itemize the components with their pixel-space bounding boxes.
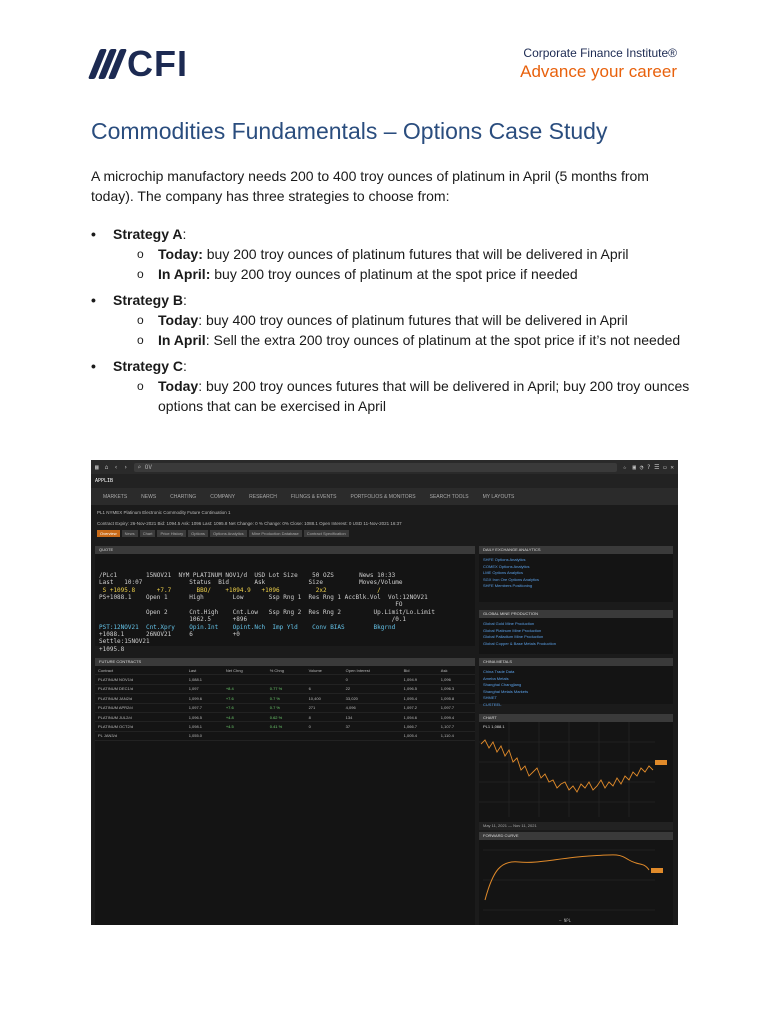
curve-legend: — NPL	[559, 918, 572, 923]
futures-header: Last	[186, 666, 223, 675]
futures-header: % Chng	[267, 666, 306, 675]
futures-cell: 1,096	[438, 675, 475, 684]
strategy-item	[91, 224, 691, 284]
strategy-name: Strategy A	[113, 226, 183, 242]
futures-cell: 1,096.3	[438, 684, 475, 693]
sub-bullet: o	[137, 379, 144, 393]
step-lead: Today	[158, 312, 199, 328]
futures-cell	[267, 731, 306, 740]
strategy-colon: :	[183, 292, 187, 308]
bullet: •	[91, 226, 96, 242]
terminal-nav	[91, 488, 678, 505]
star-icon: ☆	[622, 463, 627, 471]
futures-cell: +7.6	[223, 694, 267, 703]
futures-row	[95, 731, 475, 740]
quote-line: PST:12NOV21 Cnt.Xpry Opin.Int Opint.Nch Imp Yld Conv BIAS Bkgrnd	[99, 623, 396, 631]
tagline-block	[520, 46, 677, 83]
futures-cell: 1,098.1	[186, 722, 223, 731]
futures-header	[174, 666, 186, 675]
quote-line: PS+1088.1 Open 1 High Low Ssp Rng 1 Res Rng 1 AccBlk.Vol Vol:12NOV21	[99, 594, 428, 602]
terminal-nav-item: MY LAYOUTS	[482, 493, 515, 500]
step-lead: In April	[158, 332, 206, 348]
futures-row	[95, 722, 475, 731]
terminal-tab: Mine Production Database	[249, 530, 302, 537]
price-chart	[479, 722, 673, 824]
futures-cell	[174, 684, 186, 693]
futures-cell: PLATINUM APR2/d	[95, 703, 174, 712]
quote-line: /PLc1 15NOV21 NYM PLATINUM NOV1/d USD Lot Size 50 OZS News 10:33	[99, 571, 396, 579]
home-icon: ⌂	[104, 463, 109, 471]
futures-cell: PLATINUM NOV1/d	[95, 675, 174, 684]
futures-cell	[174, 712, 186, 721]
terminal-tab: News	[122, 530, 138, 537]
futures-cell: 0.41 %	[267, 722, 306, 731]
logo-text: CFI	[127, 43, 188, 84]
terminal-link: Global Palladium Mine Production	[483, 634, 544, 639]
quote-line: Open 2 Cnt.High Cnt.Low Ssp Rng 2 Res Rng 2 Up.Limit/Lo.Limit	[99, 608, 435, 616]
terminal-tab: Contract Specification	[304, 530, 349, 537]
futures-row	[95, 694, 475, 703]
terminal-link: CUSTEEL	[483, 701, 502, 707]
futures-cell: 1,094.6	[401, 712, 438, 721]
futures-cell	[174, 703, 186, 712]
step-lead: Today	[158, 378, 199, 394]
step-lead: Today:	[158, 246, 203, 262]
strategy-step	[91, 376, 691, 416]
futures-cell: 33,020	[343, 694, 401, 703]
analytics-title: DAILY EXCHANGE ANALYTICS	[483, 547, 541, 552]
futures-table	[95, 666, 475, 741]
futures-cell: 6	[306, 684, 343, 693]
futures-cell: 1,094.9	[401, 675, 438, 684]
futures-cell: 1,095.8	[438, 694, 475, 703]
terminal-link: SHMET	[483, 695, 497, 700]
terminal-link: Global Copper & Base Metals Production	[483, 640, 556, 646]
tagline: Advance your career	[520, 62, 677, 81]
cfi-logo	[94, 43, 188, 84]
strategy-step	[91, 330, 691, 350]
futures-panel	[95, 658, 475, 925]
sub-bullet: o	[137, 333, 144, 347]
step-text: buy 200 troy ounces of platinum at the spot price if needed	[210, 266, 578, 282]
terminal-tab: Options	[188, 530, 208, 537]
futures-cell: 0.77 %	[267, 684, 306, 693]
terminal-screenshot	[91, 460, 678, 925]
strategy-item	[91, 290, 691, 350]
terminal-header-2: Contract Expiry: 26-Nov-2021 Bid: 1094.5 Ask: 1096 Last: 1095.8 Net Change: 0 % Change: 0% Close: 1088.1 Open Interest: 0 USD 11-Nov-2021 16:37	[97, 521, 402, 526]
futures-cell: 1,005.4	[401, 731, 438, 740]
futures-cell: +8.4	[223, 684, 267, 693]
sub-bullet: o	[137, 267, 144, 281]
strategy-colon: :	[183, 358, 187, 374]
terminal-link: COMEX Options Analytics	[483, 563, 530, 569]
terminal-nav-item: CHARTING	[170, 493, 197, 500]
terminal-nav-item: RESEARCH	[249, 493, 277, 500]
terminal-nav-item: MARKETS	[103, 493, 128, 500]
curve-title: FORWARD CURVE	[483, 833, 519, 838]
terminal-link: LME Options Analytics	[483, 570, 524, 575]
strategy-step	[91, 310, 691, 330]
futures-cell: 4,096	[343, 703, 401, 712]
terminal-nav-item: NEWS	[141, 493, 157, 500]
futures-cell: 1,066.7	[401, 722, 438, 731]
strategy-name: Strategy C	[113, 358, 184, 374]
quote-line: 1062.5 +896 /0.1	[99, 616, 407, 624]
futures-cell: 1,097.7	[438, 703, 475, 712]
futures-cell: 22	[343, 684, 401, 693]
quote-line: Settle:15NOV21	[99, 638, 150, 646]
terminal-tab: Price History	[157, 530, 186, 537]
futures-header: Bid	[401, 666, 438, 675]
futures-row	[95, 703, 475, 712]
futures-cell	[223, 731, 267, 740]
futures-cell: 1,097.7	[186, 703, 223, 712]
quote-panel	[95, 546, 475, 653]
futures-cell	[174, 722, 186, 731]
terminal-link: Ameba Metals	[483, 675, 509, 681]
futures-cell: 1,097.2	[401, 703, 438, 712]
sub-bullet: o	[137, 247, 144, 261]
futures-cell: 1,096.5	[186, 712, 223, 721]
strategy-name: Strategy B	[113, 292, 184, 308]
terminal-tab: Overview	[97, 530, 120, 537]
mine-title: GLOBAL MINE PRODUCTION	[483, 611, 538, 616]
futures-title: FUTURE CONTRACTS	[99, 659, 142, 664]
futures-cell: 1,107.7	[438, 722, 475, 731]
sub-bullet: o	[137, 313, 144, 327]
china-panel	[479, 658, 673, 707]
analytics-panel	[479, 546, 673, 602]
futures-cell: +4.8	[223, 712, 267, 721]
window-icons: ▣ ◔ ? ☰ ▭ ✕	[632, 463, 674, 471]
step-text: : Sell the extra 200 troy ounces of platinum at the spot price if it’s not needed	[205, 332, 681, 348]
quote-line: Last 10:07 Status Bid Ask Size Moves/Volume	[99, 579, 403, 587]
futures-header: Contract	[95, 666, 174, 675]
quote-title: QUOTE	[99, 547, 114, 552]
terminal-tabs	[91, 527, 678, 540]
step-text: buy 200 troy ounces of platinum futures that will be delivered in April	[202, 246, 629, 262]
terminal-address: ⌕ OV	[134, 463, 617, 472]
intro-paragraph: A microchip manufactory needs 200 to 400 troy ounces of platinum in April (5 months from today). The company has three strategies to choose from:	[91, 168, 649, 204]
forward-curve-panel	[479, 832, 673, 925]
futures-cell: PLATINUM JAN2/d	[95, 694, 174, 703]
futures-cell: 1,097	[186, 684, 223, 693]
futures-cell	[306, 675, 343, 684]
futures-cell	[174, 731, 186, 740]
terminal-link: Shanghai Metals Markets	[483, 688, 529, 694]
futures-cell: 37	[343, 722, 401, 731]
futures-cell	[306, 731, 343, 740]
futures-header: Net Chng	[223, 666, 267, 675]
forward-icon: ›	[123, 463, 128, 471]
futures-cell	[223, 675, 267, 684]
quote-line: +1088.1 26NOV21 6 +0	[99, 631, 240, 639]
strategy-item	[91, 356, 691, 416]
mine-panel	[479, 610, 673, 654]
terminal-tab: Options Analytics	[210, 530, 247, 537]
china-title: CHINA METALS	[483, 659, 513, 664]
futures-cell: 271	[306, 703, 343, 712]
terminal-nav-item: SEARCH TOOLS	[429, 493, 469, 500]
bullet: •	[91, 292, 96, 308]
futures-cell: PL JAN3/d	[95, 731, 174, 740]
strategy-step	[91, 264, 691, 284]
step-lead: In April:	[158, 266, 211, 282]
futures-cell: 0	[343, 675, 401, 684]
futures-cell: 0	[306, 722, 343, 731]
price-chart-panel	[479, 714, 673, 824]
futures-row	[95, 675, 475, 684]
futures-cell: 0.7 %	[267, 694, 306, 703]
quote-line: +1095.8	[99, 645, 125, 653]
futures-cell	[343, 731, 401, 740]
futures-cell: 1,055.0	[186, 731, 223, 740]
futures-cell: 8	[306, 712, 343, 721]
quote-line: BBO/ +1094.9 +1096 2x2 /	[171, 586, 381, 594]
terminal-nav-item: PORTFOLIOS & MONITORS	[350, 493, 416, 500]
terminal-apps: APPLIB	[91, 474, 678, 488]
futures-header: Open Interest	[343, 666, 401, 675]
back-icon: ‹	[114, 463, 118, 471]
strategy-list	[91, 224, 691, 422]
step-text: : buy 400 troy ounces of platinum futures that will be delivered in April	[198, 312, 628, 328]
futures-header: Volume	[306, 666, 343, 675]
futures-cell: 1,096.5	[401, 684, 438, 693]
futures-row	[95, 712, 475, 721]
terminal-toolbar	[91, 460, 678, 474]
quote-line: S +1095.8 +7.7	[99, 586, 172, 594]
futures-cell	[174, 675, 186, 684]
terminal-link: SHFE Members Positioning	[483, 583, 533, 588]
grid-icon: ▦	[95, 463, 99, 471]
terminal-link: Shanghai Changjiang	[483, 682, 522, 687]
terminal-header-1: PL1 NYMEX Platinum Electronic Commodity Future Continuation 1	[97, 510, 231, 515]
futures-cell: 10,400	[306, 694, 343, 703]
futures-cell: 1,088.1	[186, 675, 223, 684]
page-title: Commodities Fundamentals – Options Case Study	[91, 118, 608, 144]
terminal-link: Global Platinum Mine Production	[483, 627, 542, 633]
logo-mark-icon	[94, 49, 121, 79]
futures-cell: 1,099.4	[438, 712, 475, 721]
futures-row	[95, 684, 475, 693]
futures-cell: 1,099.6	[186, 694, 223, 703]
futures-cell	[174, 694, 186, 703]
terminal-link: SHFE Options Analytics	[483, 557, 526, 562]
terminal-link: SGX Iron Ore Options Analytics	[483, 576, 540, 582]
terminal-nav-item: FILINGS & EVENTS	[290, 493, 337, 500]
terminal-link: China Trade Data	[483, 669, 515, 674]
futures-cell: 0.7 %	[267, 703, 306, 712]
futures-cell	[267, 675, 306, 684]
terminal-nav-item: COMPANY	[210, 493, 236, 500]
forward-curve-chart	[479, 840, 673, 925]
chart-range: May 11, 2021 — Nov 11, 2021	[479, 822, 673, 830]
futures-cell: PLATINUM OCT2/d	[95, 722, 174, 731]
org-name: Corporate Finance Institute®	[523, 46, 677, 60]
futures-cell: 0.62 %	[267, 712, 306, 721]
futures-cell: +7.6	[223, 703, 267, 712]
chart-title: CHART	[483, 715, 497, 720]
step-text: : buy 200 troy ounces futures that will be delivered in April; buy 200 troy ounces options that can be exercised in April	[158, 378, 690, 414]
strategy-step	[91, 244, 691, 264]
terminal-tab: Chart	[140, 530, 156, 537]
futures-cell: PLATINUM DEC1/d	[95, 684, 174, 693]
futures-cell: PLATINUM JUL2/d	[95, 712, 174, 721]
futures-cell: 1,095.4	[401, 694, 438, 703]
terminal-link: Global Gold Mine Production	[483, 621, 535, 626]
quote-line: FO	[99, 601, 403, 609]
strategy-colon: :	[182, 226, 187, 242]
futures-cell: 1,110.4	[438, 731, 475, 740]
bullet: •	[91, 358, 96, 374]
futures-cell: 134	[343, 712, 401, 721]
chart-label: PL1 1,088.1	[483, 724, 505, 729]
futures-cell: +4.5	[223, 722, 267, 731]
futures-header: Ask	[438, 666, 475, 675]
